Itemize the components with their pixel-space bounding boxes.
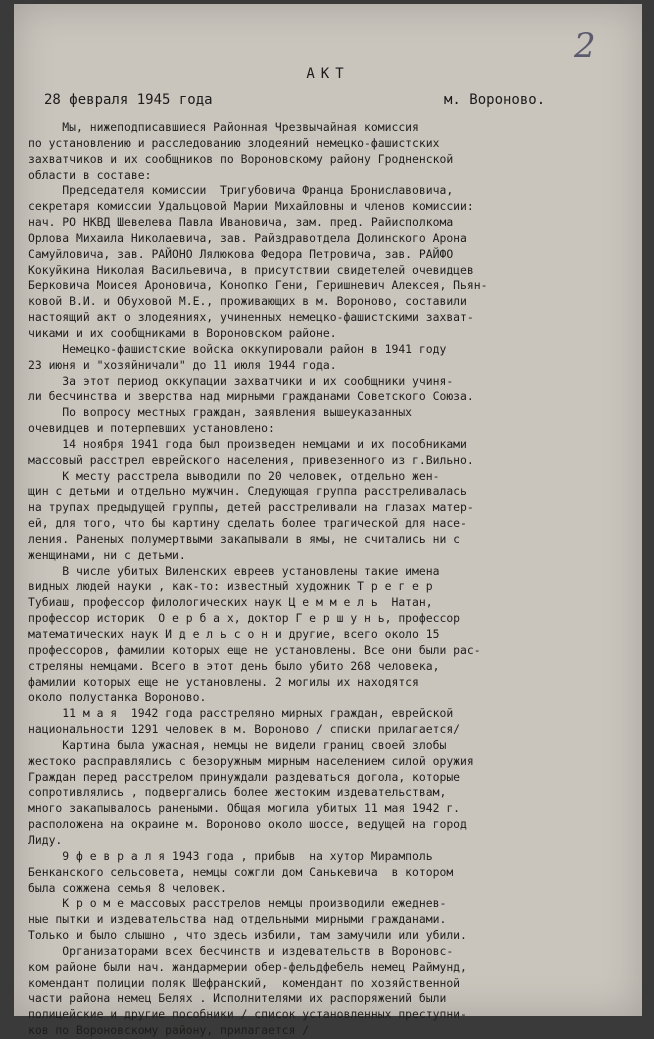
- text-line: нач. РО НКВД Шевелева Павла Ивановича, зам. пред. Райисполкома: [28, 215, 454, 230]
- text-line: 23 июня и "хозяйничали" до 11 июля 1944 года.: [28, 357, 337, 372]
- text-line: ковой В.И. и Обуховой М.Е., проживающих в м. Вороново, составили: [28, 294, 467, 309]
- text-line: Самуйловича, зав. РАЙОНО Лялюкова Федора Петровича, зав. РАЙФО: [28, 246, 454, 261]
- text-line: ей, для того, что бы картину сделать более трагической для насе-: [28, 516, 467, 531]
- text-line: была сожжена семья 8 человек.: [28, 880, 227, 895]
- text-line: За этот период оккупации захватчики и их сообщники учиня-: [28, 373, 454, 388]
- text-line: много закапывалось ранеными. Общая могила убитых 11 мая 1942 г.: [28, 801, 461, 816]
- text-line: сопротивлялись , подвергались более жестоким издевательствам,: [28, 785, 447, 800]
- text-line: полицейские и другие пособники / список установленных преступни-: [28, 1007, 467, 1022]
- text-line: на трупах предыдущей группы, детей расстреливали на глазах матер-: [28, 500, 474, 515]
- text-line: национальности 1291 человек в м. Вороново / списки прилагается/: [28, 722, 461, 737]
- text-line: К месту расстрела выводили по 20 человек, отдельно жен-: [28, 468, 440, 483]
- text-line: ления. Раненых полумертвыми закапывали в ямы, не считались ни с: [28, 531, 461, 546]
- document-date: 28 февраля 1945 года: [44, 92, 213, 108]
- text-line: ком районе были нач. жандармерии обер-фельдфебель немец Раймунд,: [28, 959, 467, 974]
- text-line: Граждан перед расстрелом принуждали раздеваться догола, которые: [28, 769, 461, 784]
- text-line: Тубиаш, профессор филологических наук Ц е м м е л ь Натан,: [28, 595, 433, 610]
- text-line: Бенканского сельсовета, немцы сожгли дом Санькевича в котором: [28, 864, 454, 879]
- text-line: щин с детьми и отдельно мужчин. Следующая группа расстреливалась: [28, 484, 467, 499]
- text-line: стреляны немцами. Всего в этот день было убито 268 человека,: [28, 658, 440, 673]
- text-line: видных людей науки , как-то: известный художник Т р е г е р: [28, 579, 433, 594]
- text-line: ные пытки и издевательства над отдельными мирными гражданами.: [28, 912, 447, 927]
- text-line: Кокуйкина Николая Васильевича, в присутствии свидетелей очевидцев: [28, 262, 474, 277]
- text-line: ков по Вороновскому району, прилагается /: [28, 1023, 310, 1038]
- text-line: секретаря комиссии Удальцовой Марии Михайловны и членов комиссии:: [28, 199, 474, 214]
- text-line: женщинами, ни с детьми.: [28, 547, 186, 562]
- text-line: 11 м а я 1942 года расстреляно мирных граждан, еврейской: [28, 706, 454, 721]
- document-title: АКТ: [306, 66, 350, 82]
- text-line: захватчиков и их сообщников по Вороновскому району Гродненской: [28, 151, 454, 166]
- text-line: Лиду.: [28, 832, 63, 847]
- text-line: фамилии которых еще не установлены. 2 могилы их находятся: [28, 674, 419, 689]
- text-line: По вопросу местных граждан, заявления вышеуказанных: [28, 405, 413, 420]
- page-number: 2: [574, 26, 596, 66]
- text-line: В числе убитых Виленских евреев установлены такие имена: [28, 563, 440, 578]
- text-line: около полустанка Вороново.: [28, 690, 207, 705]
- text-line: ли бесчинства и зверства над мирными гражданами Советского Союза.: [28, 389, 474, 404]
- text-line: 9 ф е в р а л я 1943 года , прибыв на хутор Мирамполь: [28, 848, 433, 863]
- text-line: Орлова Михаила Николаевича, зав. Райздравотдела Долинского Арона: [28, 230, 467, 245]
- document-place: м. Вороново.: [444, 92, 546, 108]
- text-line: профессор историк О е р б а х, доктор Г е р ш у н ь, профессор: [28, 611, 461, 626]
- text-line: 14 ноября 1941 года был произведен немцами и их пособниками: [28, 436, 467, 451]
- text-line: математических наук И д е л ь с о н и другие, всего около 15: [28, 627, 440, 641]
- text-line: Только и было слышно , что здесь избили, там замучили или убили.: [28, 928, 467, 943]
- text-line: Берковича Моисея Ароновича, Конопко Гени, Геришневич Алексея, Пьян-: [28, 278, 488, 293]
- text-line: части района немец Белях . Исполнителями их распоряжений были: [28, 991, 447, 1006]
- text-line: профессоров, фамилии которых еще не установлены. Все они были рас-: [28, 642, 481, 657]
- text-line: чиками и их сообщниками в Вороновском районе.: [28, 325, 337, 340]
- text-line: Картина была ужасная, немцы не видели границ своей злобы: [28, 737, 447, 752]
- document-body: [28, 120, 636, 1039]
- text-line: очевидцев и потерпевших установлено:: [28, 421, 275, 436]
- document-page: [14, 4, 642, 1038]
- text-line: по установлению и расследованию злодеяний немецко-фашистских: [28, 135, 440, 150]
- text-line: Председателя комиссии Тригубовича Франца Брониславовича,: [28, 183, 454, 198]
- text-line: комендант полиции поляк Шефранский, комендант по хозяйственной: [28, 975, 461, 990]
- text-line: К р о м е массовых расстрелов немцы производили ежеднев-: [28, 896, 447, 911]
- text-line: настоящий акт о злодеяниях, учиненных немецко-фашистскими захват-: [28, 310, 474, 325]
- text-line: Немецко-фашистские войска оккупировали район в 1941 году: [28, 341, 447, 356]
- text-line: массовый расстрел еврейского населения, привезенного из г.Вильно.: [28, 452, 474, 467]
- text-line: Мы, нижеподписавшиеся Районная Чрезвычайная комиссия: [28, 120, 419, 134]
- text-line: жестоко расправлялись с безоружным мирным населением силой оружия: [28, 753, 474, 768]
- text-line: расположена на окраине м. Вороново около шоссе, ведущей на город: [28, 817, 467, 832]
- text-line: области в составе:: [28, 167, 152, 182]
- text-line: Организаторами всех бесчинств и издевательств в Вороновс-: [28, 943, 454, 958]
